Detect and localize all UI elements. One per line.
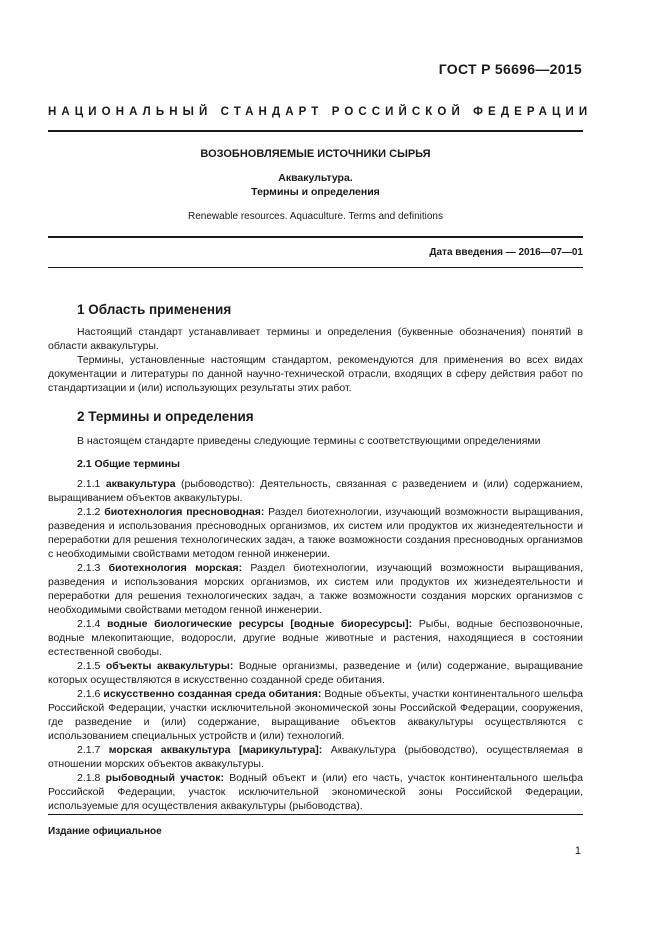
- term-entry: [48, 477, 583, 505]
- term-definition: Раздел биотехнологии, изучающий возможности выращивания, разведения и использования морских организмов, их систем или продуктов их жизнедеятельности и переработки для решения технологических задач, а также возможности создания морских организмов с необходимыми свойствами методом генной инженерии.: [48, 562, 583, 616]
- divider: [48, 814, 583, 815]
- page-number: 1: [574, 845, 581, 857]
- term-definition: Водные организмы, разведение и (или) содержание, выращивание которых осуществляются в искусственно созданной среде обитания.: [48, 660, 583, 686]
- term-entry: [48, 771, 583, 813]
- term-number: 2.1.7: [77, 744, 109, 756]
- section-1-body: [48, 325, 583, 395]
- term-name: водные биологические ресурсы [водные биоресурсы]:: [107, 618, 413, 630]
- term-name: рыбоводный участок:: [105, 772, 224, 784]
- document-subtitle-2: Термины и определения: [251, 186, 380, 198]
- term-name: искусственно созданная среда обитания:: [103, 688, 322, 700]
- term-name: аквакультура: [105, 478, 176, 490]
- term-entry: [48, 743, 583, 771]
- term-number: 2.1.4: [77, 618, 108, 630]
- term-number: 2.1.3: [77, 562, 109, 574]
- term-definition: Раздел биотехнологии, изучающий возможности выращивания, разведения и использования пресноводных организмов, их систем или продуктов их жизнедеятельности и переработки для решения технологических задач, а также возможности создания пресноводных организмов с необходимыми свойствами методом генной инженерии.: [48, 506, 583, 560]
- divider: [48, 267, 583, 268]
- term-definition: Рыбы, водные беспозвоночные, водные млекопитающие, водоросли, другие водные животные и растения, находящиеся в состоянии естественной свободы.: [48, 618, 583, 658]
- edition-note: Издание официальное: [48, 826, 162, 837]
- term-name: морская аквакультура [марикультура]:: [108, 744, 323, 756]
- paragraph: В настоящем стандарте приведены следующие термины с соответствующими определениями: [77, 435, 541, 447]
- term-definition: (рыбоводство): Деятельность, связанная с разведением и (или) содержанием, выращиванием объектов аквакультуры.: [48, 478, 583, 504]
- term-entry: [48, 659, 583, 687]
- term-entry: [48, 561, 583, 617]
- paragraph: Термины, установленные настоящим стандартом, рекомендуются для применения во всех видах документации и литературы по данной научно-технической отрасли, входящих в сферу действия работ по стандартизации и (или) использующих результаты этих работ.: [48, 354, 583, 394]
- subsection-heading: 2.1 Общие термины: [77, 458, 181, 470]
- document-code: ГОСТ Р 56696—2015: [438, 61, 582, 77]
- term-definition: Водные объекты, участки континентального шельфа Российской Федерации, участки исключительной экономической зоны Российской Федерации, сооружения, где разведение и (или) содержание, выращивание объектов аквакультуры осуществляются с использованием специальных устройств и (или) технологий.: [48, 688, 583, 742]
- term-number: 2.1.5: [77, 660, 106, 672]
- paragraph: Настоящий стандарт устанавливает термины и определения (буквенные обозначения) понятий в области аквакультуры.: [48, 326, 583, 352]
- section-2-heading: 2 Термины и определения: [77, 409, 254, 424]
- term-name: биотехнология пресноводная:: [104, 506, 265, 518]
- term-number: 2.1.1: [77, 478, 106, 490]
- term-entry: [48, 505, 583, 561]
- introduction-date: Дата введения — 2016—07—01: [429, 247, 583, 258]
- term-name: биотехнология морская:: [108, 562, 243, 574]
- document-subtitle-1: Аквакультура.: [278, 172, 353, 184]
- divider: [48, 130, 583, 132]
- term-number: 2.1.2: [77, 506, 105, 518]
- term-name: объекты аквакультуры:: [105, 660, 234, 672]
- national-standard-heading: НАЦИОНАЛЬНЫЙ СТАНДАРТ РОССИЙСКОЙ ФЕДЕРАЦИИ: [48, 106, 593, 118]
- term-number: 2.1.8: [77, 772, 106, 784]
- term-entry: [48, 617, 583, 659]
- term-definition: Аквакультура (рыбоводство), осуществляемая в отношении морских объектов аквакультуры.: [48, 744, 583, 770]
- document-title: ВОЗОБНОВЛЯЕМЫЕ ИСТОЧНИКИ СЫРЬЯ: [200, 148, 431, 160]
- divider: [48, 236, 583, 238]
- english-title: Renewable resources. Aquaculture. Terms and definitions: [188, 211, 443, 222]
- terms-list: [48, 477, 583, 813]
- term-number: 2.1.6: [77, 688, 104, 700]
- term-entry: [48, 687, 583, 743]
- term-definition: Водный объект и (или) его часть, участок континентального шельфа Российской Федерации, участок исключительной экономической зоны Российской Федерации, используемые для осуществления аквакультуры (рыбоводства).: [48, 772, 583, 812]
- section-1-heading: 1 Область применения: [77, 302, 232, 317]
- section-2-intro: [48, 434, 583, 448]
